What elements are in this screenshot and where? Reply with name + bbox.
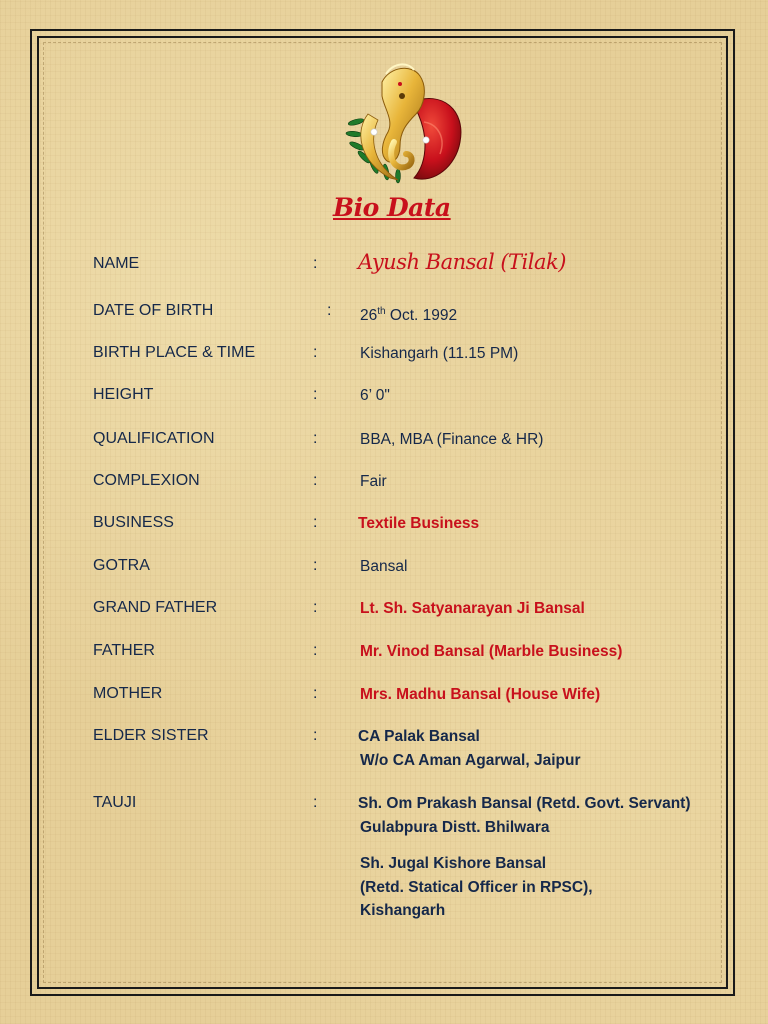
field-label: BUSINESS: [93, 514, 174, 531]
field-label: HEIGHT: [93, 386, 154, 403]
field-separator: :: [313, 557, 318, 574]
field-value-line: Kishangarh: [360, 902, 446, 919]
field-value-line: Sh. Jugal Kishore Bansal: [360, 855, 547, 872]
field-value-line: Gulabpura Distt. Bhilwara: [360, 818, 550, 836]
field-separator: :: [313, 386, 318, 403]
field-separator: :: [313, 685, 318, 702]
field-value: BBA, MBA (Finance & HR): [360, 431, 544, 448]
field-value-line: CA Palak Bansal: [358, 728, 480, 745]
field-value-line: Sh. Om Prakash Bansal (Retd. Govt. Servant): [358, 795, 691, 812]
field-separator: :: [313, 255, 318, 272]
field-label: ELDER SISTER: [93, 727, 209, 744]
field-value: Mrs. Madhu Bansal (House Wife): [360, 686, 601, 703]
field-separator: :: [313, 472, 318, 489]
field-label: DATE OF BIRTH: [93, 302, 214, 319]
field-label: NAME: [93, 255, 140, 272]
field-value: 6’ 0": [360, 387, 390, 404]
field-label: BIRTH PLACE & TIME: [93, 344, 256, 361]
field-value: Kishangarh (11.15 PM): [360, 345, 519, 362]
field-label: COMPLEXION: [93, 472, 200, 489]
field-value: 26th Oct. 1992: [360, 306, 458, 325]
field-separator: :: [313, 514, 318, 531]
field-value: Textile Business: [358, 515, 480, 532]
field-separator: :: [313, 430, 318, 447]
ganesh-icon: [342, 62, 466, 190]
field-value: Lt. Sh. Satyanarayan Ji Bansal: [360, 600, 585, 617]
field-value: Ayush Bansal (Tilak): [358, 250, 566, 274]
field-value: [358, 725, 580, 772]
field-label: GRAND FATHER: [93, 599, 218, 616]
field-value-line: W/o CA Aman Agarwal, Jaipur: [360, 751, 581, 769]
field-value-extra: [360, 852, 593, 923]
field-separator: :: [313, 344, 318, 361]
field-value: Mr. Vinod Bansal (Marble Business): [360, 643, 623, 660]
field-value: Fair: [360, 473, 387, 490]
field-label: FATHER: [93, 642, 155, 659]
field-separator: :: [313, 599, 318, 616]
field-value: Bansal: [360, 558, 408, 575]
field-value: [358, 792, 691, 839]
field-label: QUALIFICATION: [93, 430, 215, 447]
field-value-line: (Retd. Statical Officer in RPSC),: [360, 878, 593, 896]
field-separator: :: [313, 642, 318, 659]
field-separator: :: [313, 727, 318, 744]
field-label: TAUJI: [93, 794, 137, 811]
field-separator: :: [327, 302, 332, 319]
page-title: Bio Data: [333, 193, 451, 222]
field-label: GOTRA: [93, 557, 150, 574]
field-separator: :: [313, 794, 318, 811]
field-label: MOTHER: [93, 685, 163, 702]
